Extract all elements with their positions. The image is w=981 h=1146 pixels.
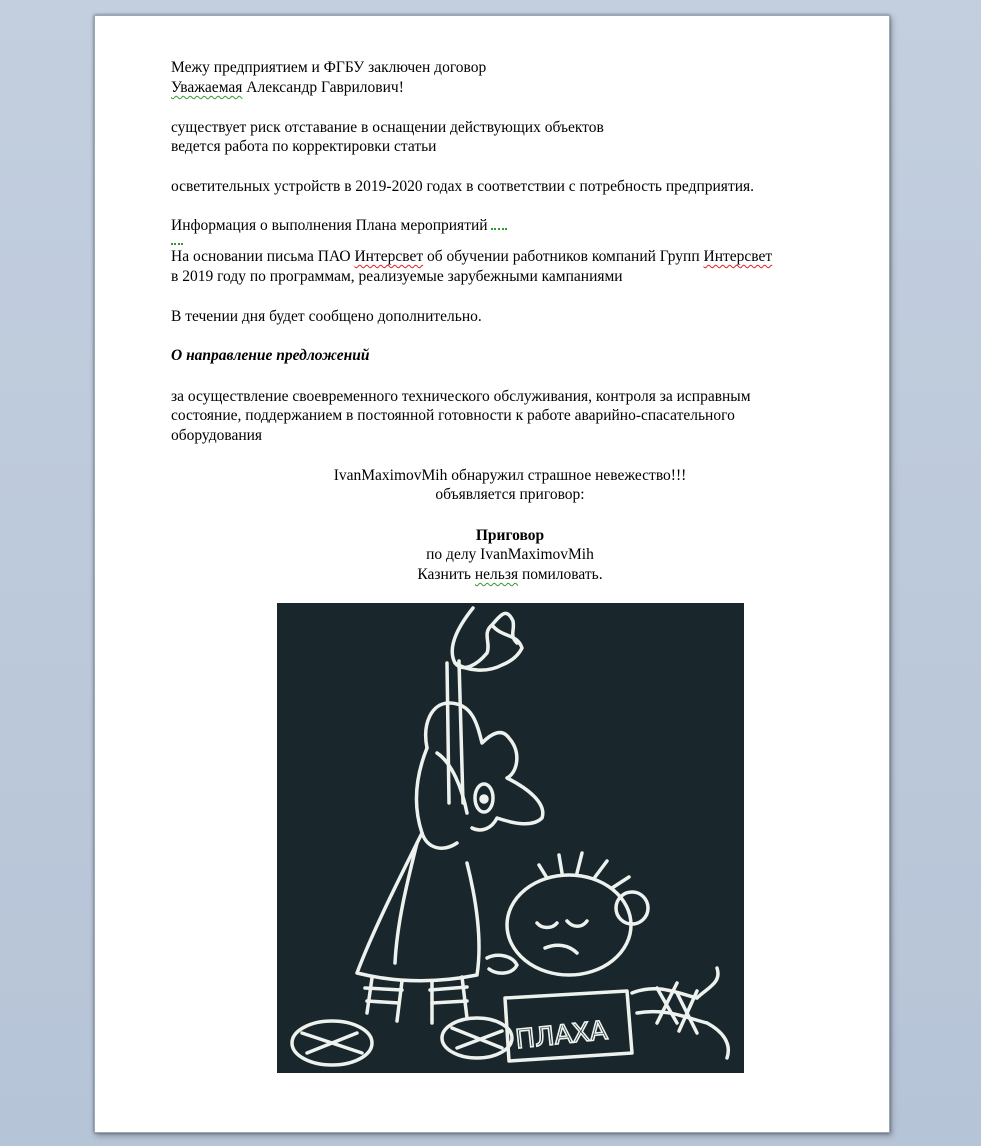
grammar-marker[interactable] <box>171 239 183 245</box>
spelling-flagged-word[interactable]: Интерсвет <box>703 248 773 265</box>
document-page <box>94 15 890 1133</box>
executioner-cartoon-image <box>277 603 744 1073</box>
text-line: ведется работа по корректировки статьи <box>171 138 437 155</box>
executioner-arms <box>417 748 467 848</box>
axe-handle <box>447 661 463 803</box>
greeting-line <box>171 78 404 98</box>
text-line: существует риск отставание в оснащении действующих объектов <box>171 119 604 136</box>
text-line: оборудования <box>171 427 263 444</box>
text-line: В течении дня будет сообщено дополнительно. <box>171 308 482 325</box>
victim-hand <box>487 955 517 973</box>
text-line: состояние, поддержанием в постоянной готовности к работе аварийно-спасательного <box>171 407 735 424</box>
text-segment: На основании письма ПАО <box>171 248 355 265</box>
text-segment: об обучении работников компаний Групп <box>423 248 704 265</box>
text-line: осветительных устройств в 2019-2020 годах в соответствии с потребность предприятия. <box>171 178 755 195</box>
heading-line <box>171 216 507 236</box>
greeting-rest: Александр Гаврилович! <box>242 79 404 96</box>
executioner-legs <box>367 977 467 1023</box>
executioner-robe <box>357 833 479 981</box>
text-line: за осуществление своевременного технического обслуживания, контроля за исправным <box>171 388 751 405</box>
spelling-flagged-word[interactable]: Интерсвет <box>354 248 424 265</box>
text-line: объявляется приговор: <box>435 486 585 503</box>
plan-heading: Информация о выполнения Плана мероприятий <box>171 217 488 234</box>
grammar-flagged-word[interactable]: Уважаемая <box>171 79 243 96</box>
text-line: IvanMaximovMih обнаружил страшное невежество!!! <box>333 467 687 484</box>
text-line <box>171 247 772 267</box>
block-sign-text: ПЛАХА <box>513 1015 610 1056</box>
victim-legs <box>632 968 728 1058</box>
text-segment: Казнить <box>417 566 475 583</box>
grammar-marker[interactable] <box>491 222 507 230</box>
verdict-title: Приговор <box>475 527 545 544</box>
text-line: по делу IvanMaximovMih <box>426 546 594 563</box>
text-line: в 2019 году по программам, реализуемые зарубежными кампаниями <box>171 268 623 285</box>
section-heading: О направление предложений <box>171 347 370 364</box>
grammar-flagged-word[interactable]: нельзя <box>474 566 519 583</box>
text-segment: помиловать. <box>518 566 603 583</box>
text-line: Межу предприятием и ФГБУ заключен договор <box>171 59 487 76</box>
chalk-drawing <box>277 603 744 1073</box>
text-line <box>95 565 925 585</box>
